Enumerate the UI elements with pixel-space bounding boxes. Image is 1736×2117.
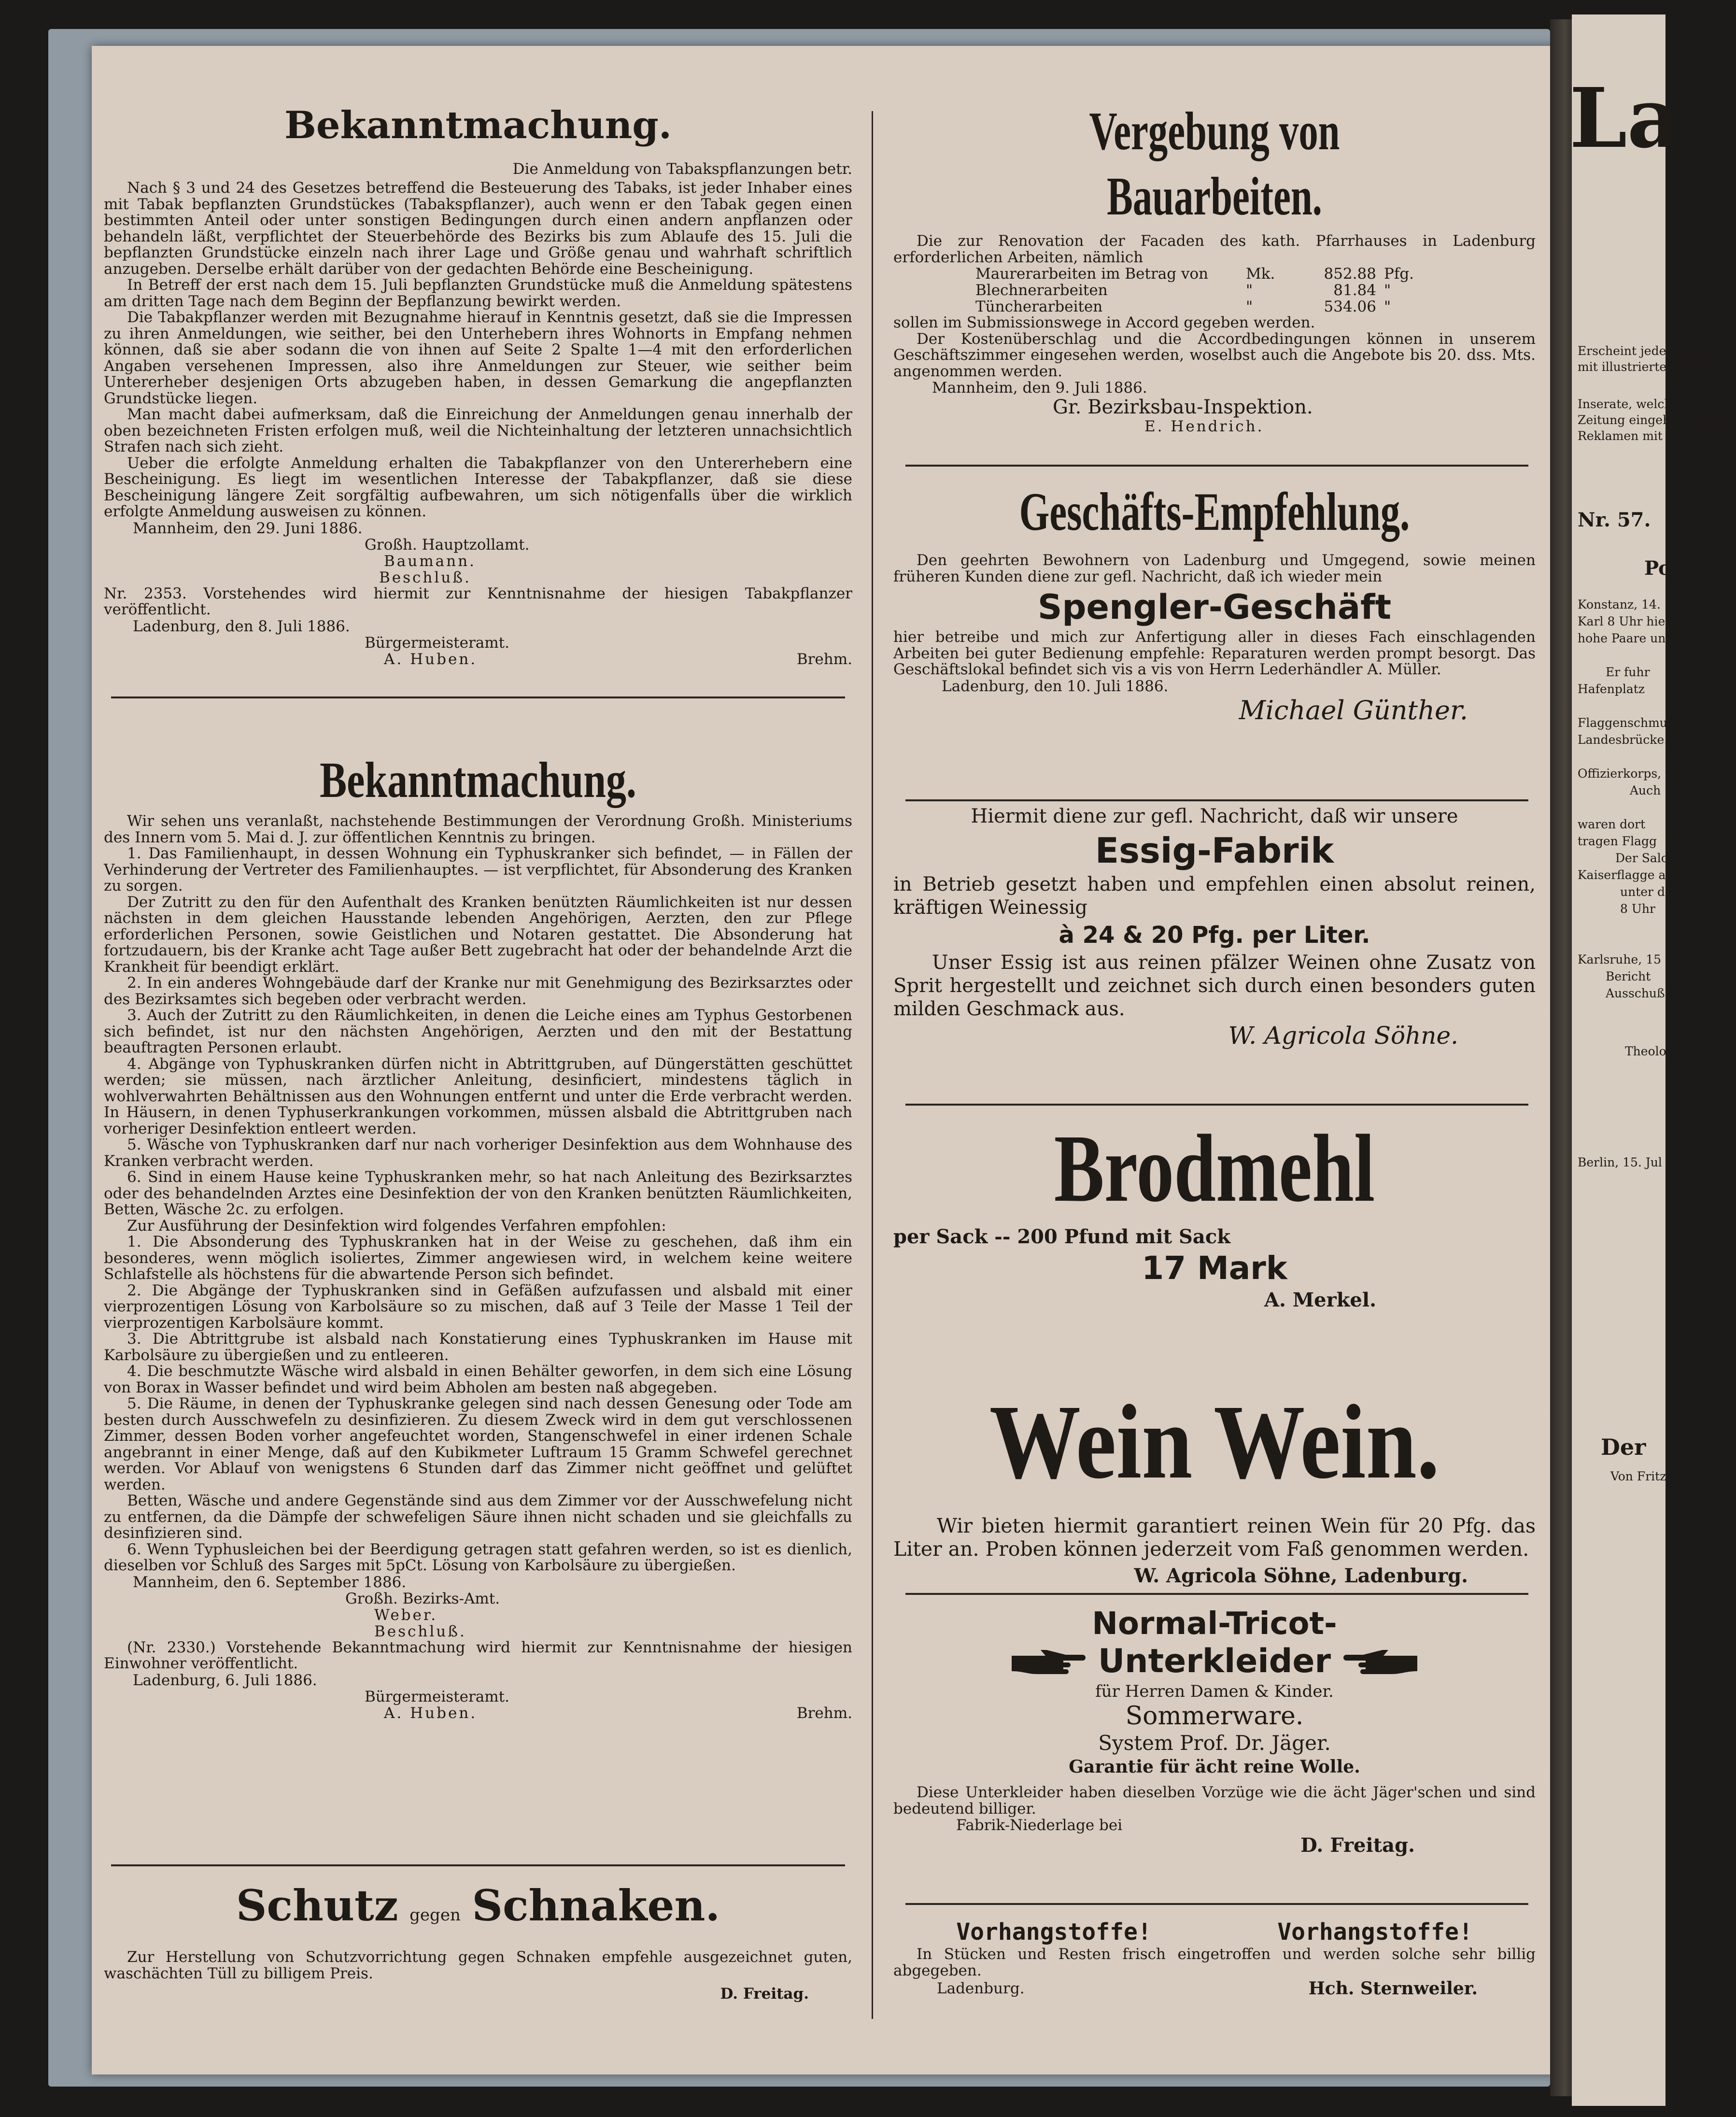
ad-business-name: Essig-Fabrik	[1095, 830, 1334, 871]
column-divider	[872, 111, 873, 2019]
ad-schnaken	[104, 1879, 852, 2002]
ad-subline: Sommerware.	[1125, 1702, 1304, 1731]
divider	[905, 465, 1528, 467]
adjacent-page	[1569, 14, 1736, 2106]
adjacent-line: Po	[1644, 557, 1671, 580]
paragraph: Zur Ausführung der Desinfektion wird folgendes Verfahren empfohlen:	[127, 1217, 666, 1235]
notice-office: Bürgermeisteramt.	[365, 1688, 509, 1705]
ad-title: Brodmehl	[1054, 1115, 1375, 1222]
adjacent-masthead: La	[1569, 70, 1680, 167]
cost-amount: 852.88	[1324, 265, 1376, 283]
adjacent-line: 8 Uhr	[1620, 902, 1655, 916]
adjacent-line: Flaggenschmuck	[1578, 716, 1682, 730]
paragraph: Die zur Renovation der Facaden des kath. Pfarrhauses in Ladenburg erforderlichen Arbeiten, nämlich	[893, 232, 1536, 266]
notice-title: Bekanntmachung.	[284, 103, 672, 147]
notice-signers	[104, 651, 852, 668]
cost-unit: Pfg.	[1384, 265, 1414, 283]
adjacent-line: Berlin, 15. Jul	[1578, 1155, 1662, 1169]
pointing-hand-left-icon	[1342, 1646, 1420, 1677]
adjacent-line: Bericht	[1606, 969, 1651, 983]
notice-office: Großh. Bezirks-Amt.	[345, 1590, 500, 1607]
adjacent-line: Konstanz, 14.	[1578, 597, 1661, 611]
cost-unit: "	[1384, 282, 1391, 299]
cost-currency: Mk.	[1246, 265, 1275, 283]
paragraph: Man macht dabei aufmerksam, daß die Einreichung der Anmeldungen genau innerhalb der oben bezeichneten Fristen erfolgen muß, weil die Nichteinhaltung der letzteren unnachsichtlich Strafen nach sich zieht.	[104, 406, 852, 455]
ad-price: 17 Mark	[1142, 1250, 1287, 1287]
adjacent-line: Landesbrücke.	[1578, 733, 1668, 747]
ad-brodmehl	[893, 1113, 1536, 1313]
divider	[905, 799, 1528, 801]
notice-signer: Weber.	[374, 1606, 438, 1624]
ad-business-name: Spengler-Geschäft	[1037, 587, 1392, 627]
divider	[905, 1104, 1528, 1106]
ad-title-row	[893, 1918, 1536, 1947]
ad-text: per Sack -- 200 Pfund mit Sack	[893, 1225, 1230, 1248]
notice-intro	[104, 813, 852, 846]
ad-price: à 24 & 20 Pfg. per Liter.	[1059, 922, 1370, 949]
divider	[905, 1903, 1528, 1905]
ad-title: Vergebung von Bauarbeiten.	[1089, 101, 1340, 227]
ad-text: Hiermit diene zur gefl. Nachricht, daß wir unsere	[971, 805, 1458, 827]
adjacent-line: Erscheint jeden Mittwoch	[1578, 344, 1736, 358]
cost-currency: "	[1246, 282, 1253, 299]
notice-signers	[104, 1705, 852, 1721]
ad-text	[893, 629, 1536, 678]
adjacent-line: waren dort	[1578, 817, 1646, 831]
decision-text	[104, 586, 852, 618]
ad-subline: Garantie für ächt reine Wolle.	[1069, 1757, 1360, 1777]
paragraph: 5. Die Räume, in denen der Typhuskranke gelegen sind nach dessen Genesung oder Tode am besten durch Ausschwefeln zu desinfizieren. Zu diesem Zweck wird in dem gut verschlossenen Zimmer, dessen Boden vorher angefeuchtet worden, Stangenschwefel in einer irdenen Schale angebrannt in einer Menge, daß auf den Kubikmeter Luftraum 15 Gramm Schwefel gerechnet werden. Vor Ablauf von wenigstens 6 Stunden darf das Zimmer nicht geöffnet und gelüftet werden.	[104, 1395, 852, 1493]
signer: Brehm.	[796, 1704, 852, 1722]
cost-row	[975, 266, 1536, 282]
cost-label: Blechnerarbeiten	[975, 282, 1108, 299]
ad-text	[893, 315, 1536, 380]
ad-footer	[893, 1979, 1536, 1998]
ad-signer: E. Hendrich.	[1144, 418, 1264, 435]
notice-signer: Baumann.	[384, 552, 476, 570]
ad-signer: D. Freitag.	[1300, 1834, 1415, 1857]
paragraph: 6. Sind in einem Hause keine Typhuskranken mehr, so hat nach Anleitung des Bezirksarztes oder des behandelnden Arztes eine Desinfektion der von den Kranken benützten Räumlichkeiten, Betten, Wäsche 2c. zu erfolgen.	[104, 1168, 852, 1218]
adjacent-line: Von Fritz	[1610, 1469, 1666, 1483]
adjacent-line: Der Salon	[1615, 851, 1676, 865]
paragraph: Nr. 2353. Vorstehendes wird hiermit zur Kenntnisnahme der hiesigen Tabakpflanzer veröffentlicht.	[104, 584, 852, 618]
divider	[111, 696, 845, 698]
adjacent-line: Kaiserflagge an	[1578, 868, 1674, 882]
divider	[905, 1593, 1528, 1595]
paragraph: 1. Das Familienhaupt, in dessen Wohnung ein Typhuskranker sich befindet, — in Fällen der Verhinderung der Vertreter des Familienhauptes. — ist verpflichtet, für Absonderung des Kranken zu sorgen.	[104, 845, 852, 895]
ad-signer: Michael Günther.	[1239, 695, 1468, 725]
cost-row	[975, 298, 1536, 315]
adjacent-line: Der	[1601, 1434, 1646, 1460]
adjacent-line: unter dem	[1620, 885, 1684, 899]
paragraph: 4. Abgänge von Typhuskranken dürfen nicht in Abtrittgruben, auf Düngerstätten geschüttet werden; sie müssen, nach ärztlicher Anleitung, desinficiert, mindestens täglich in wohlverwahrten Behältnissen aus den Wohnungen entfernt und unter die Erde verbracht werden. In Häusern, in denen Typhuserkrankungen vorkommen, müssen alsbald die Abtrittgruben nach vorheriger Desinfektion entleert werden.	[104, 1055, 852, 1137]
ad-title: Geschäfts-Empfehlung.	[1019, 482, 1410, 542]
ad-title-part: Schutz	[236, 1880, 398, 1931]
notice-decision: Beschluß.	[374, 1622, 466, 1640]
ad-intro	[893, 233, 1536, 266]
notice-date: Ladenburg, den 8. Juli 1886.	[133, 617, 350, 635]
paragraph: Wir sehen uns veranlaßt, nachstehende Bestimmungen der Verordnung Großh. Ministeriums des Innern vom 5. Mai d. J. zur öffentlichen Kenntnis zu bringen.	[104, 812, 852, 846]
adjacent-line: Inserate, welche am	[1578, 397, 1702, 411]
paragraph: 4. Die beschmutzte Wäsche wird alsbald in einen Behälter geworfen, in dem sich eine Lösung von Borax in Wasser befindet und wird beim Abholen am besten naß abgegeben.	[104, 1363, 852, 1396]
pointing-hand-right-icon	[1009, 1646, 1087, 1677]
paragraph: 3. Auch der Zutritt zu den Räumlichkeiten, in denen die Leiche eines am Typhus Gestorbenen sich befindet, ist nur den nächsten Angehörigen, Aerzten und den mit der Bestattung beauftragten Personen erlaubt.	[104, 1007, 852, 1056]
adjacent-issue-number: Nr. 57.	[1578, 509, 1651, 531]
ad-text: Fabrik-Niederlage bei	[956, 1817, 1123, 1834]
notice-office: Großh. Hauptzollamt.	[365, 536, 530, 554]
ad-text: Unser Essig ist aus reinen pfälzer Weinen ohne Zusatz von Sprit hergestellt und zeichnet sich durch einen besonders guten milden Geschmack aus.	[893, 952, 1536, 1020]
ad-signer: W. Agricola Söhne.	[1228, 1022, 1458, 1050]
ad-date: Mannheim, den 9. Juli 1886.	[932, 379, 1147, 397]
ad-title-row	[893, 1642, 1536, 1681]
paragraph: Diese Unterkleider haben dieselben Vorzüge wie die ächt Jäger'schen und sind bedeutend billiger.	[893, 1784, 1536, 1818]
cost-unit: "	[1384, 298, 1391, 315]
paragraph: Ueber die erfolgte Anmeldung erhalten die Tabakpflanzer von den Untererhebern eine Bescheinigung. Es liegt im wesentlichen Interesse der Tabakpflanzer, daß sie diese Bescheinigung längere Zeit sorgfältig aufbewahren, um sich nötigenfalls über die wirklich erfolgte Anmeldung ausweisen zu können.	[104, 454, 852, 520]
adjacent-line: Auch	[1630, 783, 1661, 797]
ad-title: Normal-Tricot-	[1092, 1606, 1337, 1642]
paragraph: Die Tabakpflanzer werden mit Bezugnahme hierauf in Kenntnis gesetzt, daß sie die Impressen zu ihren Anmeldungen, wie seither, bei den Unterhebern ihres Wohnorts in Empfang nehmen können, daß sie aber sodann die von ihnen auf Seite 2 Spalte 1—4 mit den erforderlichen Angaben versehenen Impressen, also ihre Anmeldungen zur Steuer, wie seither beim Untererheber desjenigen Orts abzugeben haben, in dessen Gemarkung die angepflanzten Grundstücke liegen.	[104, 309, 852, 407]
ad-vorhang	[893, 1918, 1536, 1998]
adjacent-line: Offizierkorps, un	[1578, 767, 1681, 781]
adjacent-line: Karl 8 Uhr hier ein	[1578, 614, 1694, 628]
notice-date: Mannheim, den 29. Juni 1886.	[133, 519, 363, 537]
signer: A. Huben.	[384, 1704, 478, 1722]
ad-geschaefts-empfehlung	[893, 478, 1536, 726]
cost-label: Maurerarbeiten im Betrag von	[975, 265, 1209, 283]
cost-row	[975, 282, 1536, 298]
adjacent-line: Zeitung eingehen, finden	[1578, 413, 1732, 427]
notice-subject: Die Anmeldung von Tabakspflanzungen betr.	[512, 160, 852, 178]
cost-table	[893, 266, 1536, 315]
ad-vergebung	[893, 99, 1536, 435]
ad-signer: W. Agricola Söhne, Ladenburg.	[1134, 1564, 1468, 1587]
decision-text	[104, 1640, 852, 1672]
adjacent-line: tragen Flagg	[1578, 834, 1657, 848]
notice-typhus	[104, 749, 852, 1721]
signer: A. Huben.	[384, 650, 478, 668]
adjacent-line: Er fuhr	[1606, 665, 1650, 679]
paragraph: sollen im Submissionswege in Accord gegeben werden.	[893, 314, 1315, 331]
paragraph: 3. Die Abtrittgrube ist alsbald nach Konstatierung eines Typhuskranken im Hause mit Karbolsäure zu übergießen und zu entleeren.	[104, 1330, 852, 1364]
paragraph: hier betreibe und mich zur Anfertigung aller in dieses Fach einschlagenden Arbeiten bei guter Bedienung empfehle: Reparaturen werden prompt besorgt. Das Geschäftslokal befindet sich vis a vis von Herrn Lederhändler A. Müller.	[893, 628, 1536, 678]
ad-signer: A. Merkel.	[1264, 1289, 1376, 1311]
adjacent-line: Reklamen mit 20 Pf. be	[1578, 429, 1721, 443]
cost-label: Tüncherarbeiten	[975, 298, 1103, 315]
divider	[111, 1864, 845, 1866]
paragraph: In Stücken und Resten frisch eingetroffen und werden solche sehr billig abgegeben.	[893, 1946, 1536, 1979]
ad-signer: Hch. Sternweiler.	[1308, 1978, 1478, 1999]
paragraph: Den geehrten Bewohnern von Ladenburg und Umgegend, sowie meinen früheren Kunden diene zur gefl. Nachricht, daß ich wieder mein	[893, 552, 1536, 585]
cost-currency: "	[1246, 298, 1253, 315]
paragraph: In Betreff der erst nach dem 15. Juli bepflanzten Grundstücke muß die Anmeldung spätestens am dritten Tage nach dem Beginn der Bepflanzung bewirkt werden.	[104, 276, 852, 310]
notice-body	[104, 180, 852, 520]
ad-text	[893, 1785, 1536, 1817]
paragraph: (Nr. 2330.) Vorstehende Bekanntmachung wird hiermit zur Kenntnisnahme der hiesigen Einwohner veröffentlicht.	[104, 1638, 852, 1672]
notice-body	[104, 846, 852, 1574]
cost-amount: 534.06	[1324, 298, 1376, 315]
cost-amount: 81.84	[1333, 282, 1376, 299]
notice-date: Mannheim, den 6. September 1886.	[133, 1573, 407, 1591]
notice-date: Ladenburg, 6. Juli 1886.	[133, 1671, 317, 1689]
adjacent-line: Hafenplatz	[1578, 682, 1645, 696]
ad-title: Vorhangstoffe!	[1277, 1918, 1473, 1946]
ad-place: Ladenburg.	[937, 1980, 1025, 1997]
ad-tricot	[893, 1606, 1536, 1858]
paragraph: 1. Die Absonderung des Typhuskranken hat in der Weise zu geschehen, daß ihm ein besonderes, wenn möglich isoliertes, Zimmer angewiesen wird, in welchem keine weitere Schlafstelle als höchstens für die abwartende Person sich befindet.	[104, 1233, 852, 1283]
ad-subline: System Prof. Dr. Jäger.	[1098, 1731, 1331, 1755]
notice-title: Bekanntmachung.	[320, 752, 636, 808]
paragraph: Nach § 3 und 24 des Gesetzes betreffend die Besteuerung des Tabaks, ist jeder Inhaber eines mit Tabak bepflanzten Grundstückes (Tabakspflanzer), auch wenn er den Tabak gegen einen bestimmten Anteil oder unter sonstigen Bedingungen durch einen andern anpflanzen oder behandeln läßt, verpflichtet der Steuerbehörde des Bezirks bis zum Ablaufe des 15. Juli die bepflanzten Grundstücke einzeln nach ihrer Lage und Größe genau und wahrhaft schriftlich anzugeben. Derselbe erhält darüber von der gedachten Behörde eine Bescheinigung.	[104, 179, 852, 278]
ad-text: Wir bieten hiermit garantiert reinen Wein für 20 Pfg. das Liter an. Proben können jederzeit vom Faß genommen werden.	[893, 1514, 1536, 1561]
ad-essig	[893, 804, 1536, 1051]
paragraph: Zur Herstellung von Schutzvorrichtung gegen Schnaken empfehle ausgezeichnet guten, waschächten Tüll zu billigem Preis.	[104, 1948, 852, 1982]
ad-text	[893, 553, 1536, 585]
ad-title: Wein Wein.	[989, 1383, 1440, 1501]
ad-subline: für Herren Damen & Kinder.	[1095, 1682, 1334, 1701]
paragraph: 2. In ein anderes Wohngebäude darf der Kranke nur mit Genehmigung des Bezirksarztes oder des Bezirksamtes sich begeben oder verbracht werden.	[104, 974, 852, 1008]
adjacent-line: Karlsruhe, 15	[1578, 952, 1662, 966]
ad-title: Vorhangstoffe!	[956, 1918, 1152, 1946]
ad-text	[893, 1947, 1536, 1979]
paragraph: Der Zutritt zu den für den Aufenthalt des Kranken benützten Räumlichkeiten ist nur dessen nächsten in dem gleichen Hausstande lebenden Angehörigen, Aerzten, den zur Pflege erforderlichen Personen, sowie Geistlichen und Notaren gestattet. Die Absonderung hat fortzudauern, bis der Kranke acht Tage außer Bett zugebracht hat oder der behandelnde Arzt die Krankheit für beendigt erklärt.	[104, 893, 852, 976]
adjacent-line: hohe Paare unter	[1578, 631, 1684, 645]
paragraph: Der Kostenüberschlag und die Accordbedingungen können in unserem Geschäftszimmer eingesehen werden, woselbst auch die Angebote bis 20. dss. Mts. angenommen werden.	[893, 330, 1536, 380]
notice-tabak	[104, 104, 852, 668]
paragraph: 5. Wäsche von Typhuskranken darf nur nach vorheriger Desinfektion aus dem Wohnhause des Kranken verbracht werden.	[104, 1136, 852, 1170]
ad-signer: D. Freitag.	[720, 1985, 809, 2003]
paragraph: 2. Die Abgänge der Typhuskranken sind in Gefäßen aufzufassen und alsbald mit einer vierprozentigen Lösung von Karbolsäure so zu mischen, daß auf 3 Teile der Masse 1 Teil der vierprozentigen Karbolsäure kommt.	[104, 1281, 852, 1332]
ad-date: Ladenburg, den 10. Juli 1886.	[942, 677, 1169, 695]
signer: Brehm.	[796, 650, 852, 668]
ad-title: Unterkleider	[1098, 1642, 1331, 1680]
notice-decision: Beschluß.	[379, 568, 471, 586]
ad-text: in Betrieb gesetzt haben und empfehlen einen absolut reinen, kräftigen Weinessig	[893, 873, 1536, 919]
adjacent-line: Ausschuß	[1606, 986, 1665, 1000]
ad-title-part: gegen	[409, 1905, 461, 1925]
adjacent-line: mit illustriertem Unter	[1578, 360, 1718, 374]
paragraph: Betten, Wäsche und andere Gegenstände sind aus dem Zimmer vor der Ausschwefelung nicht zu entfernen, da die Dämpfe der schwefeligen Säure ihnen nicht schaden und sie gleichfalls zu desinfizieren sind.	[104, 1492, 852, 1542]
ad-wein	[893, 1379, 1536, 1591]
ad-title	[104, 1879, 852, 1945]
ad-office: Gr. Bezirksbau-Inspektion.	[1053, 396, 1313, 418]
paragraph: 6. Wenn Typhusleichen bei der Beerdigung getragen statt gefahren werden, so ist es dienlich, dieselben vor Schluß des Sarges mit 5pCt. Lösung von Karbolsäure zu übergießen.	[104, 1540, 852, 1574]
notice-office: Bürgermeisteramt.	[365, 634, 509, 652]
adjacent-line: Theolo	[1625, 1044, 1666, 1058]
ad-title-part: Schnaken.	[472, 1880, 720, 1931]
ad-text	[104, 1949, 852, 1982]
